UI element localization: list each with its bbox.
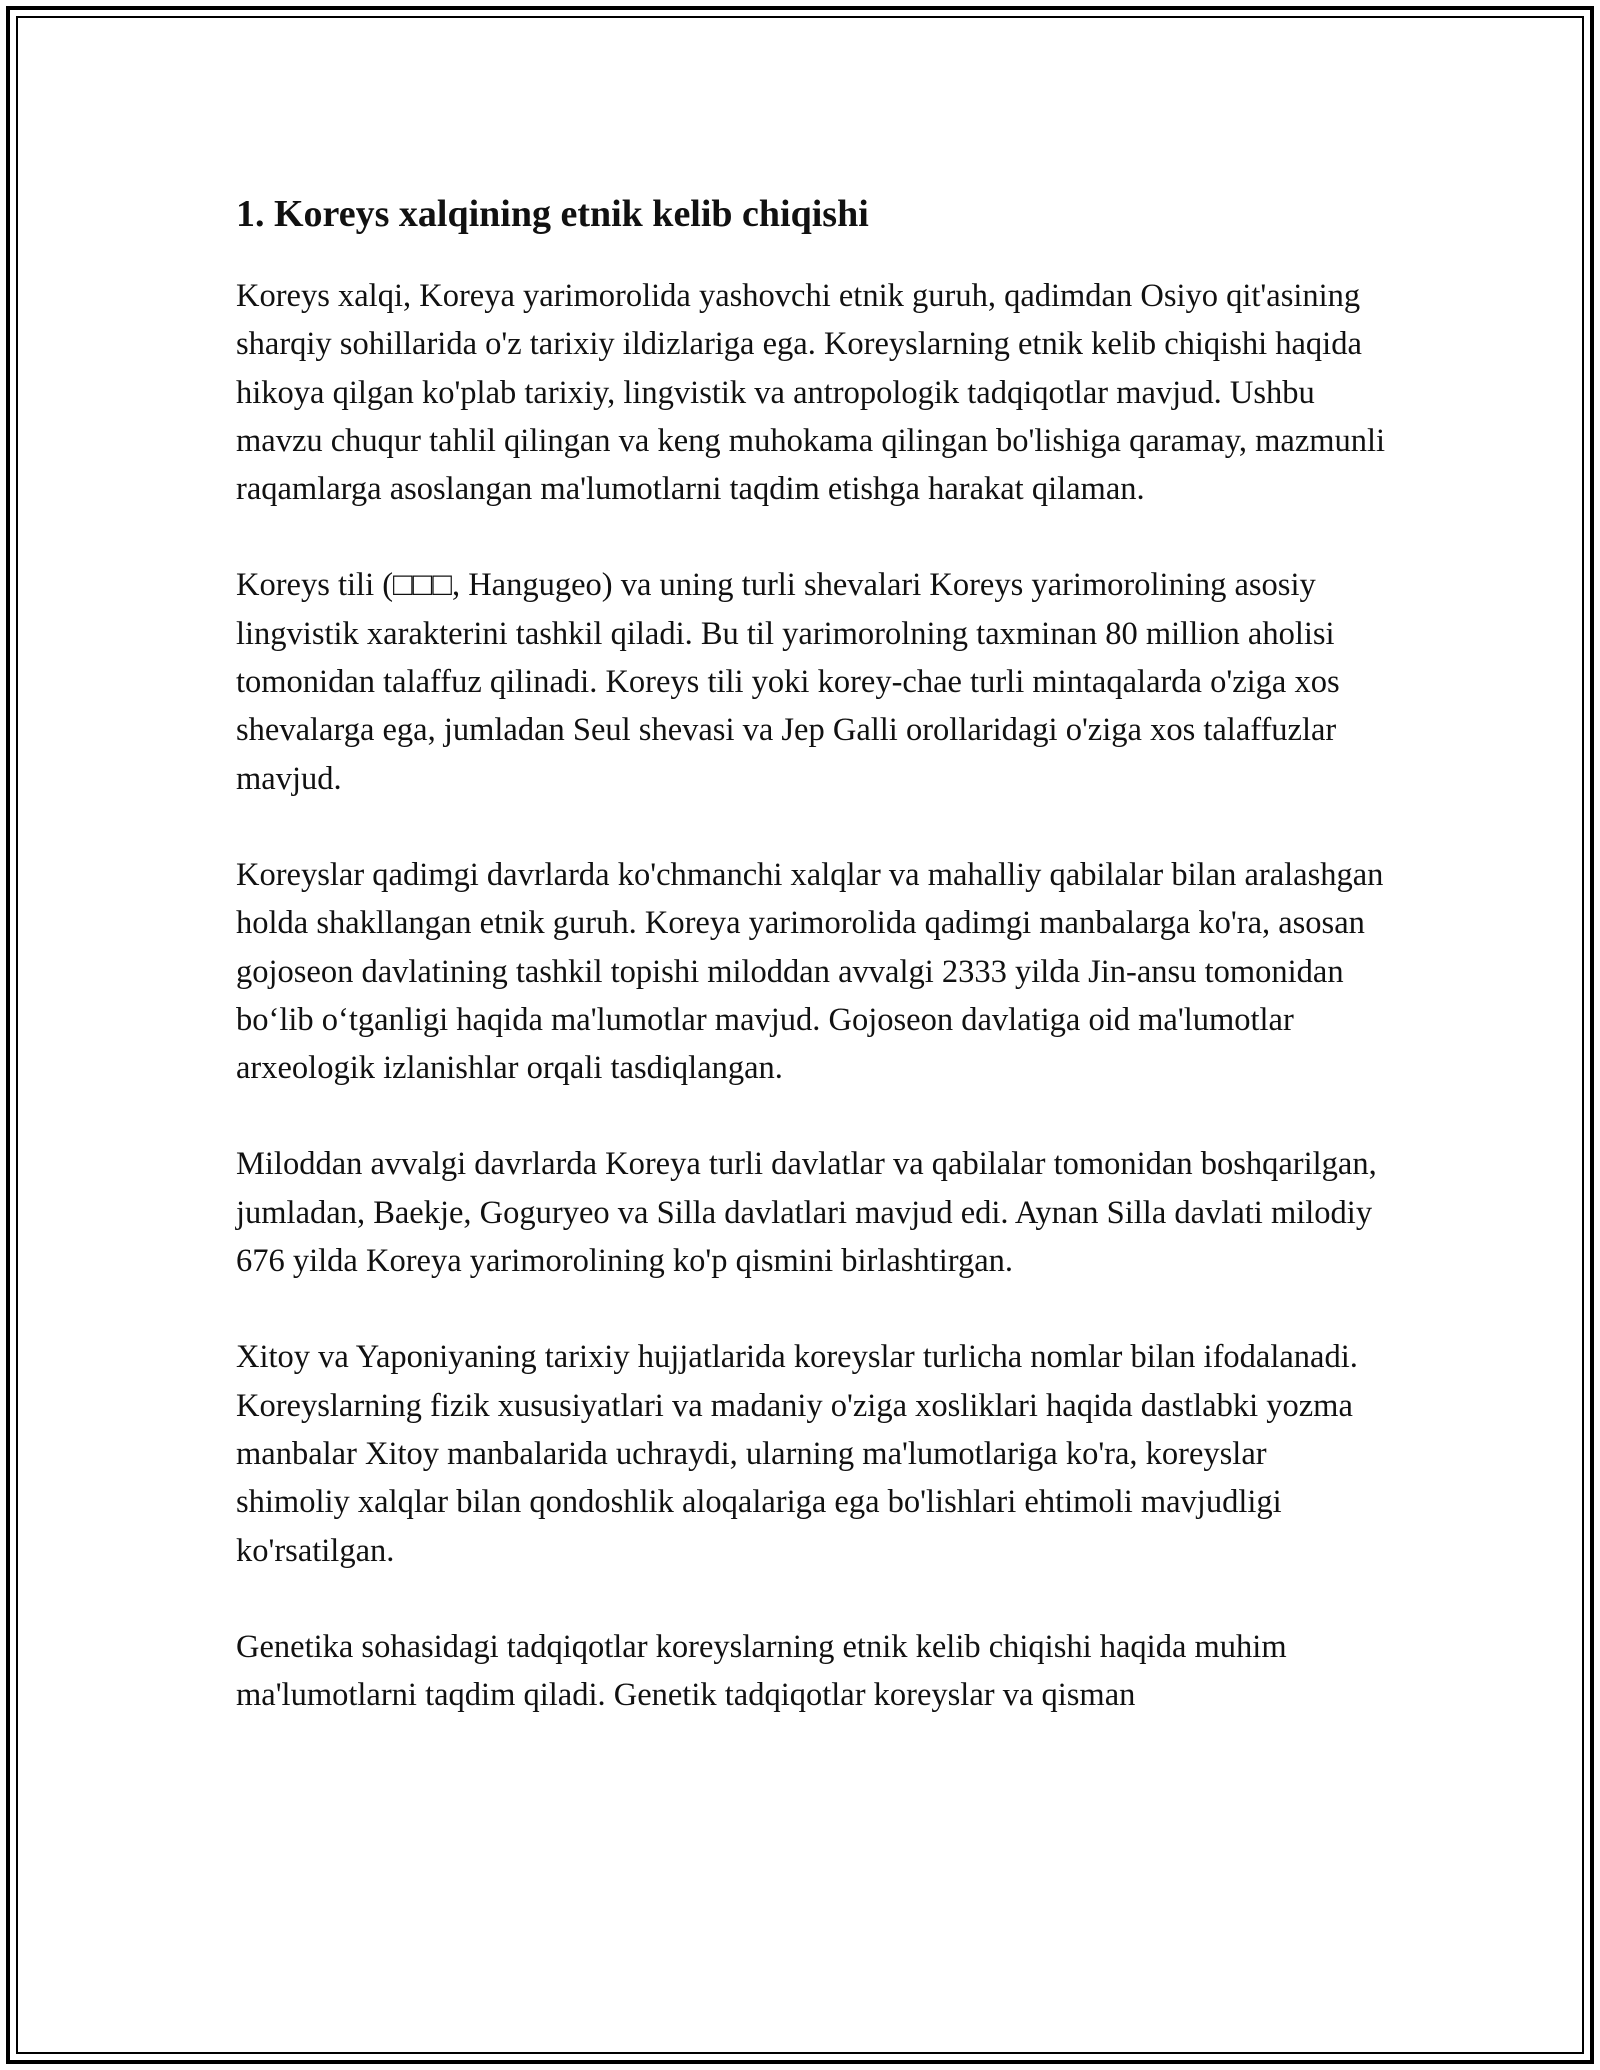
section-heading: 1. Koreys xalqining etnik kelib chiqishi bbox=[236, 193, 869, 235]
paragraph-three-kingdoms: Miloddan avvalgi davrlarda Koreya turli davlatlar va qabilalar tomonidan boshqarilgan, jumladan, Baekje, Goguryeo va Silla davlatlari mavjud edi. Aynan Silla davlati milodiy 676 yilda Koreya yarimorolining ko'p qismini birlashtirgan. bbox=[236, 1146, 1377, 1280]
paragraph-genetics: Genetika sohasidagi tadqiqotlar koreyslarning etnik kelib chiqishi haqida muhim ma'lumotlarni taqdim qiladi. Genetik tadqiqotlar koreyslar va qisman bbox=[236, 1628, 1287, 1714]
document-body bbox=[236, 186, 1386, 1767]
paragraph-gojoseon: Koreyslar qadimgi davrlarda ko'chmanchi xalqlar va mahalliy qabilalar bilan aralashgan holda shakllangan etnik guruh. Koreya yarimorolida qadimgi manbalarga ko'ra, asosan gojoseon davlatining tashkil topishi miloddan avvalgi 2333 yilda Jin-ansu tomonidan bo‘lib o‘tganligi haqida ma'lumotlar mavjud. Gojoseon davlatiga oid ma'lumotlar arxeologik izlanishlar orqali tasdiqlangan. bbox=[236, 856, 1384, 1087]
paragraph-korean-language: Koreys tili (□□□, Hangugeo) va uning turli shevalari Koreys yarimorolining asosiy lingvistik xarakterini tashkil qiladi. Bu til yarimorolning taxminan 80 million aholisi tomonidan talaffuz qilinadi. Koreys tili yoki korey-chae turli mintaqalarda o'ziga xos shevalarga ega, jumladan Seul shevasi va Jep Galli orollaridagi o'ziga xos talaffuzlar mavjud. bbox=[236, 567, 1340, 797]
paragraph-chinese-japanese-records: Xitoy va Yaponiyaning tarixiy hujjatlarida koreyslar turlicha nomlar bilan ifodalanadi. Koreyslarning fizik xususiyatlari va madaniy o'ziga xosliklari haqida dastlabki yozma manbalar Xitoy manbalarida uchraydi, ularning ma'lumotlariga ko'ra, koreyslar shimoliy xalqlar bilan qondoshlik aloqalariga ega bo'lishlari ehtimoli mavjudligi ko'rsatilgan. bbox=[236, 1339, 1358, 1569]
paragraph-korean-people-origins: Koreys xalqi, Koreya yarimorolida yashovchi etnik guruh, qadimdan Osiyo qit'asining sharqiy sohillarida o'z tarixiy ildizlariga ega. Koreyslarning etnik kelib chiqishi haqida hikoya qilgan ko'plab tarixiy, lingvistik va antropologik tadqiqotlar mavjud. Ushbu mavzu chuqur tahlil qilingan va keng muhokama qilingan bo'lishiga qaramay, mazmunli raqamlarga asoslangan ma'lumotlarni taqdim etishga harakat qilaman. bbox=[236, 278, 1386, 508]
